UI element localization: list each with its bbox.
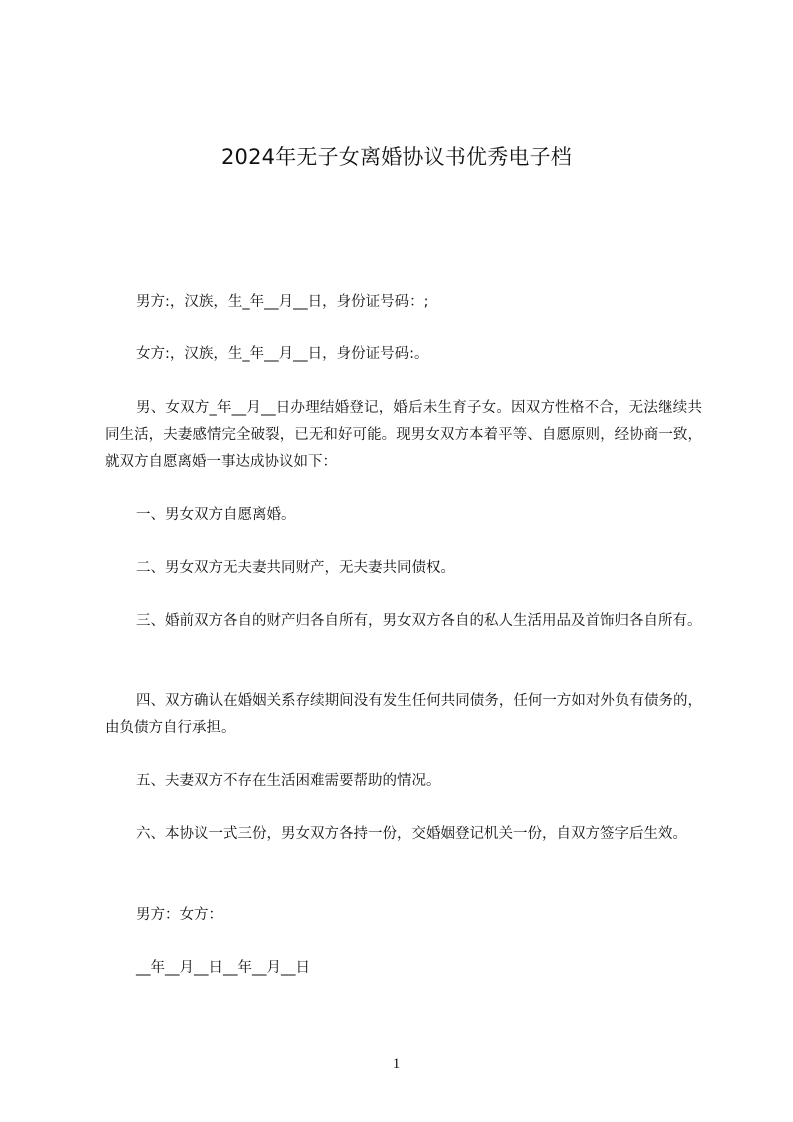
- clause-6: 六、本协议一式三份，男女双方各持一份，交婚姻登记机关一份，自双方签字后生效。: [136, 826, 687, 842]
- clause-3: 三、婚前双方各自的财产归各自所有，男女双方各自的私人生活用品及首饰归各自所有。: [136, 613, 702, 629]
- clause-5: 五、夫妻双方不存在生活困难需要帮助的情况。: [136, 773, 441, 789]
- paragraph-female-party: 女方:，汉族，生_年__月__日，身份证号码:。: [136, 346, 429, 362]
- paragraph-preamble: 男、女双方_年__月__日办理结婚登记，婚后未生育子女。因双方性格不合，无法继续共同生活，夫妻感情完全破裂，已无和好可能。现男女双方本着平等、自愿原则，经协商一致，就双方自愿离婚一事达成协议如下：: [105, 400, 702, 470]
- page-number: 1: [392, 1056, 401, 1072]
- signature-line: 男方：女方：: [136, 907, 223, 923]
- clause-1: 一、男女双方自愿离婚。: [136, 507, 296, 523]
- paragraph-male-party: 男方:，汉族，生_年__月__日，身份证号码：;: [136, 294, 429, 310]
- clause-2: 二、男女双方无夫妻共同财产，无夫妻共同债权。: [136, 560, 455, 576]
- date-line: __年__月__日__年__月__日: [136, 960, 310, 976]
- document-title: 2024年无子女离婚协议书优秀电子档: [220, 145, 573, 169]
- clause-4: 四、双方确认在婚姻关系存续期间没有发生任何共同债务，任何一方如对外负有债务的，由负债方自行承担。: [105, 693, 702, 736]
